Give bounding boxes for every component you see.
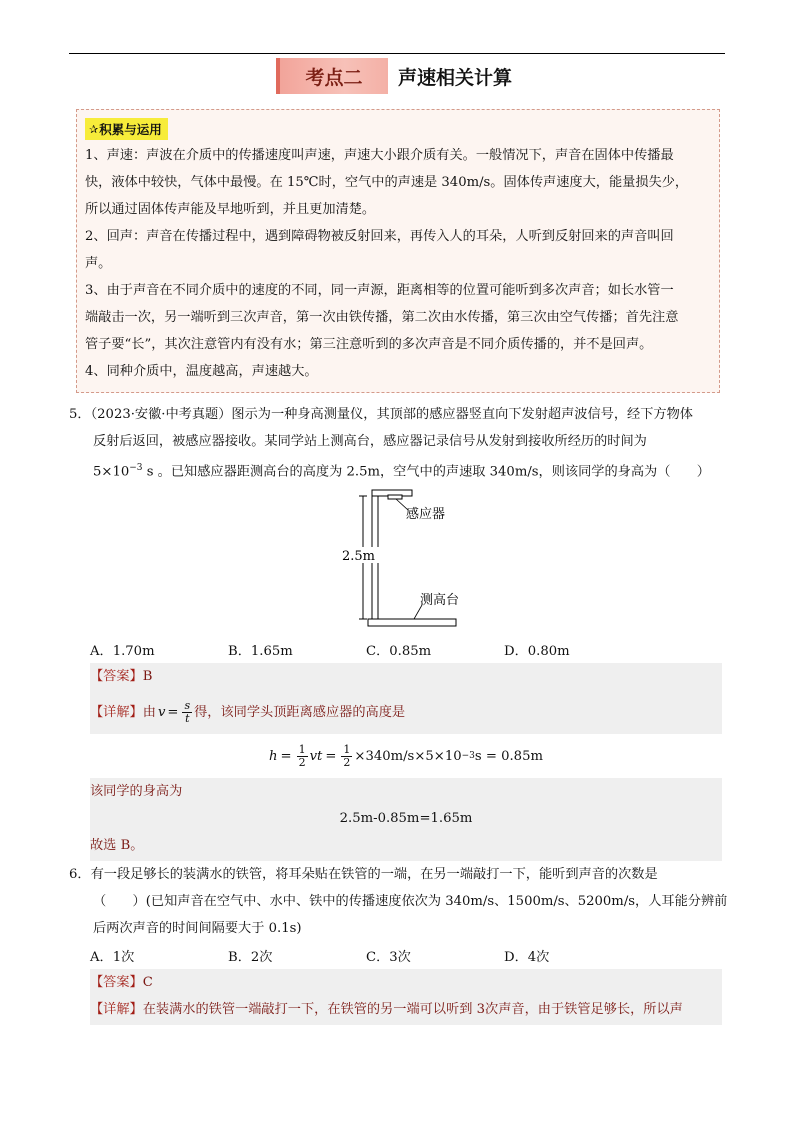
knowledge-line: 1、声速：声波在介质中的传播速度叫声速，声速大小跟介质有关。一般情况下，声音在固体中传播最 [85, 148, 674, 163]
knowledge-line: 端敲击一次，另一端听到三次声音，第一次由铁传播，第二次由水传播，第三次由空气传播；首先注意 [85, 310, 679, 325]
q5-option-d[interactable]: D．0.80m [504, 644, 570, 659]
q5-detail-line: 【详解】 由 v = $\frac{s}{t}$ 得，该同学头顶距离感应器的高度是 [90, 698, 406, 725]
height-label: 2.5m [342, 549, 376, 564]
platform-label: 测高台 [420, 593, 460, 608]
q5-options [90, 640, 642, 659]
knowledge-line: 4、同种介质中，温度越高，声速越大。 [85, 364, 318, 379]
height-meter-figure [330, 485, 470, 635]
q5-height-calc: 2.5m-0.85m=1.65m [339, 811, 473, 826]
q6-options [90, 946, 642, 965]
q6-line2: （ ）(已知声音在空气中、水中、铁中的传播速度依次为 340m/s、1500m/s、5200m/s，人耳能分辨前 [93, 894, 728, 909]
knowledge-line: 所以通过固体传声能及早地听到，并且更加清楚。 [85, 202, 376, 217]
section-title: 声速相关计算 [398, 66, 513, 89]
badge-label: 积累与运用 [99, 122, 162, 137]
q5-answer-line: 【答案】B [90, 669, 153, 684]
q6-option-d[interactable]: D．4次 [504, 950, 550, 965]
q6-option-a[interactable]: A．1次 [90, 950, 135, 965]
q6-answer-block [90, 969, 722, 1025]
knowledge-line: 快，液体中较快，气体中最慢。在 15℃时，空气中的声速是 340m/s。固体传声速度大，能量损失少， [85, 175, 689, 190]
header-rule [69, 53, 725, 54]
q5-line3: $5\times 10^{-3}$ s 。已知感应器距测高台的高度为 2.5m，空气中的声速取 340m/s，则该同学的身高为（ ） [93, 463, 710, 480]
knowledge-line: 3、由于声音在不同介质中的速度的不同，同一声源，距离相等的位置可能听到多次声音；如长水管一 [85, 283, 674, 298]
sensor-shape [388, 495, 402, 499]
q5-answer-block [90, 663, 722, 861]
q5-option-a[interactable]: A．1.70m [90, 644, 155, 659]
knowledge-line: 2、回声：声音在传播过程中，遇到障碍物被反射回来，再传入人的耳朵，人听到反射回来的声音叫回 [85, 229, 674, 244]
q5-conclusion: 故选 B。 [90, 838, 144, 853]
star-icon: ✰ [89, 122, 99, 136]
q5-line2: 反射后返回，被感应器接收。某同学站上测高台，感应器记录信号从发射到接收所经历的时间为 [93, 434, 647, 449]
q6-answer-line: 【答案】C [90, 975, 153, 990]
q5-option-b[interactable]: B．1.65m [228, 644, 293, 659]
q5-option-c[interactable]: C．0.85m [366, 644, 432, 659]
q6-detail-line: 【详解】在装满水的铁管一端敲打一下，在铁管的另一端可以听到 3次声音，由于铁管足够长，所以声 [90, 1002, 683, 1017]
section-header [276, 58, 512, 94]
q6-option-c[interactable]: C．3次 [366, 950, 411, 965]
sensor-label: 感应器 [406, 507, 446, 522]
knowledge-line: 管子要“长”，其次注意管内有没有水；第三注意听到的多次声音是不同介质传播的，并不是回声。 [85, 337, 653, 352]
q6-option-b[interactable]: B．2次 [228, 950, 273, 965]
section-tag: 考点二 [276, 58, 388, 94]
knowledge-badge [85, 118, 168, 140]
platform-shape [368, 619, 456, 626]
q5-formula: h = $\frac{1}{2}$ vt = $\frac{1}{2}$ ×340m/s×5×10 −3 s = 0.85m [90, 734, 722, 778]
q6-line1: 6．有一段足够长的装满水的铁管，将耳朵贴在铁管的一端，在另一端敲打一下，能听到声音的次数是 [69, 867, 658, 882]
q5-line1: 5．（2023·安徽·中考真题）图示为一种身高测量仪，其顶部的感应器竖直向下发射超声波信号，经下方物体 [69, 407, 693, 422]
knowledge-line: 声。 [85, 256, 112, 271]
q5-height-text: 该同学的身高为 [90, 784, 183, 799]
knowledge-box [76, 109, 720, 393]
q6-line3: 后两次声音的时间间隔要大于 0.1s) [93, 921, 302, 936]
